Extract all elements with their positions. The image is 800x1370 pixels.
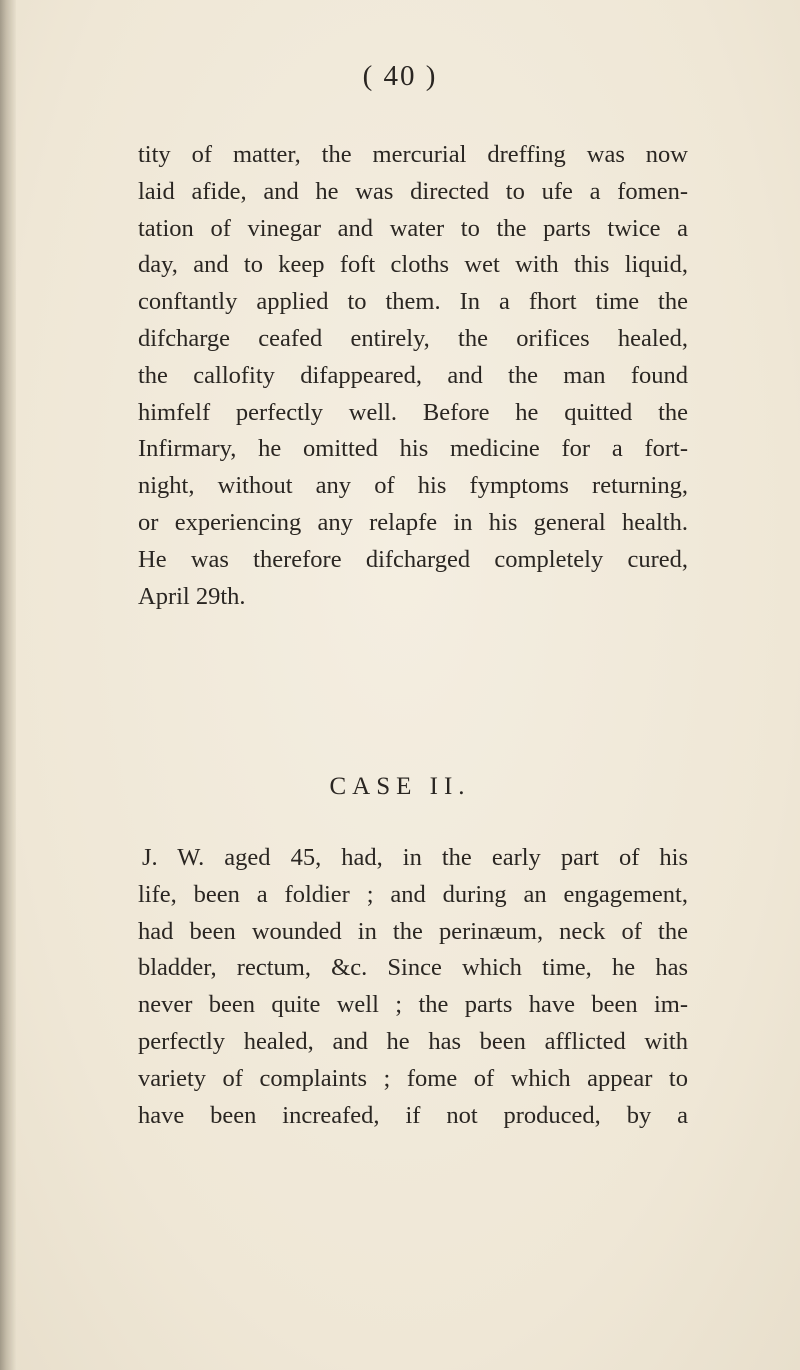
text-line: have been increafed, if not produced, by a (138, 1101, 688, 1129)
text-line: tity of matter, the mercurial dreffing was now (138, 141, 688, 168)
text-line: day, and to keep foft cloths wet with this liquid, (138, 251, 688, 279)
text-line: tation of vinegar and water to the parts twice a (138, 214, 688, 242)
text-line: difcharge ceafed entirely, the orifices healed, (138, 324, 688, 352)
text-line: Infirmary, he omitted his medicine for a fort- (138, 435, 688, 463)
case-heading: CASE II. (329, 773, 471, 800)
text-line: variety of complaints ; fome of which appear to (138, 1064, 688, 1092)
text-line: laid afide, and he was directed to ufe a fomen- (138, 177, 688, 205)
page-number: ( 40 ) (362, 60, 438, 92)
text-line: had been wounded in the perinæum, neck of the (138, 917, 688, 945)
text-line: April 29th. (138, 582, 246, 610)
text-line: conftantly applied to them. In a fhort time the (138, 288, 688, 316)
text-line: never been quite well ; the parts have been im- (138, 991, 688, 1019)
text-line: perfectly healed, and he has been afflicted with (138, 1027, 688, 1055)
text-line: or experiencing any relapfe in his general health. (138, 508, 688, 536)
text-line: He was therefore difcharged completely cured, (138, 545, 688, 573)
text-line: bladder, rectum, &c. Since which time, he has (138, 954, 688, 982)
text-line: the callofity difappeared, and the man found (138, 361, 688, 389)
text-line: J. W. aged 45, had, in the early part of his (142, 844, 688, 871)
text-line: life, been a foldier ; and during an engagement, (138, 880, 688, 908)
paragraph-case-one-conclusion (138, 137, 688, 615)
text-line: himfelf perfectly well. Before he quitted the (138, 398, 688, 426)
text-line: night, without any of his fymptoms returning, (138, 472, 688, 500)
paragraph-case-two (138, 840, 688, 1134)
page-binding-edge (0, 0, 16, 1370)
